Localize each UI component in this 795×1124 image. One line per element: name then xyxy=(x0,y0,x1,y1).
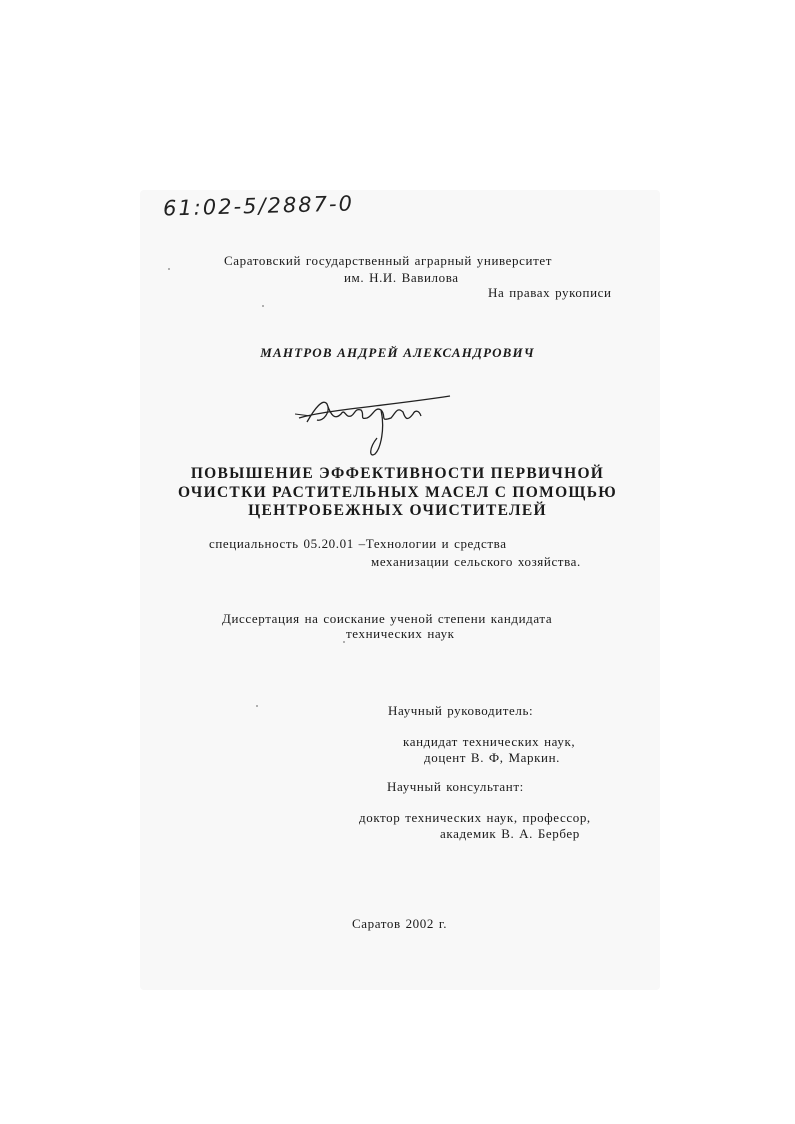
author-name: МАНТРОВ АНДРЕЙ АЛЕКСАНДРОВИЧ xyxy=(260,345,535,360)
supervisor-name: доцент В. Ф, Маркин. xyxy=(424,750,560,765)
university-name: Саратовский государственный аграрный университет xyxy=(224,253,553,268)
university-named-after: им. Н.И. Вавилова xyxy=(344,270,459,285)
scan-speck xyxy=(168,268,170,270)
scan-area xyxy=(140,190,660,990)
title-line-2: ОЧИСТКИ РАСТИТЕЛЬНЫХ МАСЕЛ С ПОМОЩЬЮ xyxy=(177,484,618,501)
title-line-3: ЦЕНТРОБЕЖНЫХ ОЧИСТИТЕЛЕЙ xyxy=(248,502,547,519)
scan-speck xyxy=(262,305,264,307)
title-line-1: ПОВЫШЕНИЕ ЭФФЕКТИВНОСТИ ПЕРВИЧНОЙ xyxy=(190,465,605,482)
consultant-name: академик В. А. Бербер xyxy=(440,826,580,841)
scan-speck xyxy=(343,641,345,643)
specialty-line-1: специальность 05.20.01 –Технологии и средства xyxy=(209,536,507,551)
dissertation-line-1: Диссертация на соискание ученой степени кандидата xyxy=(222,611,553,626)
scan-speck xyxy=(256,705,258,707)
consultant-degree: доктор технических наук, профессор, xyxy=(359,810,591,825)
dissertation-line-2: технических наук xyxy=(346,626,455,641)
supervisor-degree: кандидат технических наук, xyxy=(403,734,576,749)
supervisor-label: Научный руководитель: xyxy=(388,703,534,718)
specialty-line-2: механизации сельского хозяйства. xyxy=(371,554,581,569)
city-year: Саратов 2002 г. xyxy=(352,916,448,931)
manuscript-rights: На правах рукописи xyxy=(488,285,612,300)
author-signature xyxy=(295,388,455,458)
archive-code: 61:02-5/2887-0 xyxy=(162,191,355,221)
consultant-label: Научный консультант: xyxy=(387,779,524,794)
